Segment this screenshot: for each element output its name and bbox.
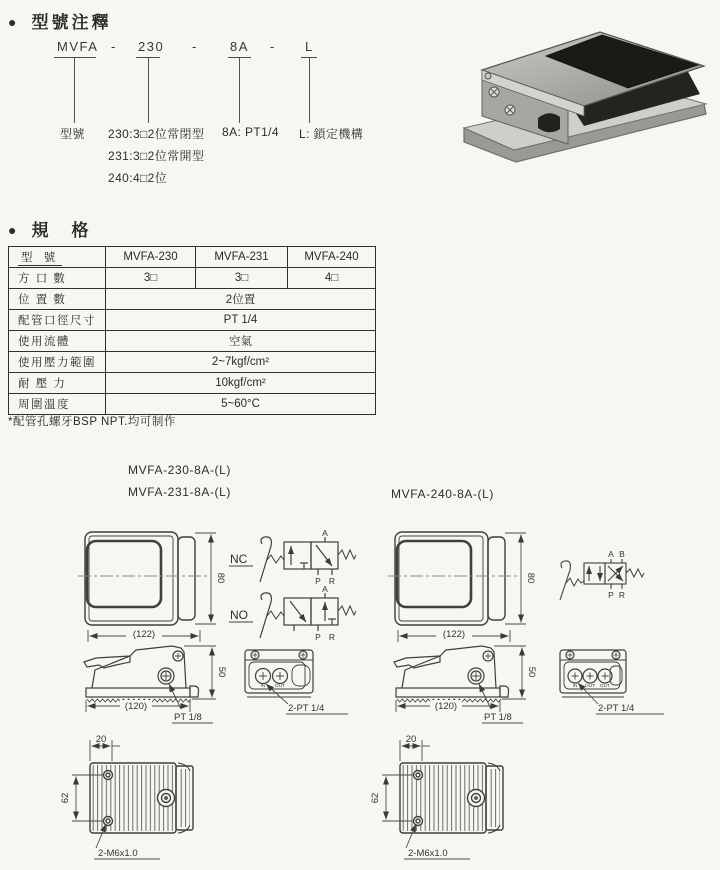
code-leader-line (309, 58, 310, 123)
drawing-title-231: MVFA-231-8A-(L) (128, 485, 232, 499)
port-in-label: IN (572, 684, 578, 689)
model-code-port: 8A (230, 39, 249, 54)
spec-value: 5~60°C (106, 394, 376, 415)
port-r-label: R (328, 576, 336, 586)
spec-label: 使用流體 (9, 331, 106, 352)
code-leader-line (239, 58, 240, 123)
dim-bottom-port: PT 1/8 (484, 712, 512, 723)
model-notation-heading (8, 8, 111, 33)
spec-row-pipe-size (9, 310, 376, 331)
model-code-dash-1: - (111, 39, 117, 54)
bottom-view-drawing-left (56, 724, 266, 864)
spec-value: 空氣 (106, 331, 376, 352)
callout-port: 8A: PT1/4 (222, 125, 279, 139)
drawing-title-240: MVFA-240-8A-(L) (391, 487, 495, 501)
nc-label: NC (230, 552, 248, 566)
port-r-label: R (328, 632, 336, 642)
no-valve-boxes (284, 593, 356, 631)
model-code-option: L (305, 39, 314, 54)
dim-hole-offset: 20 (405, 734, 417, 745)
spec-row-temperature (9, 394, 376, 415)
port-a-label: A (322, 584, 328, 594)
spec-label: 配管口徑尺寸 (9, 310, 106, 331)
port-p-label: P (315, 632, 321, 642)
dim-body-width: (122) (132, 629, 156, 640)
model-code-base: MVFA (57, 39, 99, 54)
spec-note: *配管孔螺牙BSP NPT.均可制作 (8, 416, 176, 428)
top-view-drawing-right (388, 526, 543, 644)
spec-value: PT 1/4 (106, 310, 376, 331)
top-view-body (395, 532, 505, 625)
dim-side-ports: 2-PT 1/4 (288, 703, 325, 714)
model-code-dash-3: - (270, 39, 276, 54)
dim-bottom-port: PT 1/8 (174, 712, 202, 723)
port-out-label: OUT (599, 684, 611, 689)
spec-row-ports (9, 268, 376, 289)
side-view-body (394, 646, 509, 702)
product-photo (450, 10, 718, 172)
section-bullet-icon: ● (8, 14, 20, 30)
callout-option: L: 鎖定機構 (299, 127, 364, 141)
port-a-label: A (608, 549, 614, 559)
spec-row-pressure-range (9, 352, 376, 373)
rib-texture (488, 769, 500, 827)
specs-heading-text: 規 格 (31, 221, 92, 240)
spec-table (8, 246, 376, 415)
port-p-label: P (608, 590, 614, 600)
dim-body-height: 80 (525, 572, 536, 584)
valve-symbol-nc (226, 530, 356, 586)
callout-function-1: 230:3□2位常閉型 (108, 127, 205, 141)
callout-function-2: 231:3□2位常開型 (108, 149, 205, 163)
dim-body-width: (122) (442, 629, 466, 640)
actuator-link (267, 555, 284, 563)
spec-label: 耐 壓 力 (9, 373, 106, 394)
spec-row-proof-pressure (9, 373, 376, 394)
section-bullet-icon: ● (8, 222, 20, 238)
spec-value: 3□ (106, 268, 196, 289)
pedal-actuator-icon (260, 593, 271, 638)
bottom-view-drawing-right (366, 724, 576, 864)
end-view-body (245, 650, 313, 697)
spec-value: 10kgf/cm² (106, 373, 376, 394)
port-b-label: B (619, 549, 625, 559)
model-code-dash-2: - (192, 39, 198, 54)
dim-mount-threads: 2-M6x1.0 (408, 848, 448, 859)
side-view-body (84, 646, 199, 702)
top-view-drawing-left (78, 526, 233, 644)
spec-label: 使用壓力範圍 (9, 352, 106, 373)
spec-value: 2~7kgf/cm² (106, 352, 376, 373)
side-view-drawing-left (78, 638, 233, 728)
top-view-body (85, 532, 195, 625)
valve-42-boxes (584, 559, 644, 589)
nc-valve-boxes (284, 537, 356, 575)
callout-function-3: 240:4□2位 (108, 171, 168, 185)
end-view-drawing-left (240, 640, 352, 728)
side-view-drawing-right (388, 638, 543, 728)
callout-model: 型號 (60, 127, 85, 141)
model-code-function: 230 (138, 39, 165, 54)
port-out-label: OUT (274, 684, 286, 689)
dim-body-height: 80 (215, 572, 226, 584)
spec-value: 4□ (288, 268, 376, 289)
port-r-label: R (618, 590, 626, 600)
code-leader-line (74, 58, 75, 123)
spec-label: 位 置 數 (9, 289, 106, 310)
spec-header-row (9, 247, 376, 268)
photo-port-hole (538, 113, 560, 132)
valve-symbol-42 (550, 548, 660, 606)
valve-symbol-no (226, 586, 356, 642)
drawing-title-230: MVFA-230-8A-(L) (128, 463, 232, 477)
dim-hole-pitch: 62 (60, 792, 71, 804)
dim-side-width: (120) (434, 701, 458, 712)
port-a-label: A (322, 528, 328, 538)
spec-value: 2位置 (106, 289, 376, 310)
specs-heading (8, 216, 91, 241)
pedal-actuator-icon (560, 561, 570, 600)
code-leader-line (148, 58, 149, 123)
spec-header-mvfa230: MVFA-230 (106, 247, 196, 268)
code-underline (54, 57, 96, 58)
no-label: NO (230, 608, 248, 622)
dim-side-height: 50 (526, 666, 537, 678)
dim-side-height: 50 (216, 666, 227, 678)
spec-label: 方 口 數 (9, 268, 106, 289)
actuator-link (566, 578, 584, 586)
spec-header-model (9, 247, 106, 268)
spec-row-positions (9, 289, 376, 310)
port-p-label: P (315, 576, 321, 586)
spec-header-mvfa231: MVFA-231 (196, 247, 288, 268)
actuator-link (267, 611, 284, 619)
port-out-label: OUT (584, 684, 596, 689)
dim-side-width: (120) (124, 701, 148, 712)
end-view-body (560, 650, 626, 697)
spec-header-mvfa240: MVFA-240 (288, 247, 376, 268)
model-notation-heading-text: 型號注釋 (31, 13, 112, 32)
port-in-label: IN (260, 684, 266, 689)
spec-label: 周圍溫度 (9, 394, 106, 415)
dim-mount-threads: 2-M6x1.0 (98, 848, 138, 859)
dim-hole-pitch: 62 (370, 792, 381, 804)
end-view-drawing-right (552, 640, 670, 728)
spec-row-fluid (9, 331, 376, 352)
rib-texture (178, 769, 190, 827)
spec-value: 3□ (196, 268, 288, 289)
dim-side-ports: 2-PT 1/4 (598, 703, 635, 714)
dim-hole-offset: 20 (95, 734, 107, 745)
spec-header-model-text: 型 號 (18, 252, 62, 266)
pedal-actuator-icon (260, 537, 271, 582)
